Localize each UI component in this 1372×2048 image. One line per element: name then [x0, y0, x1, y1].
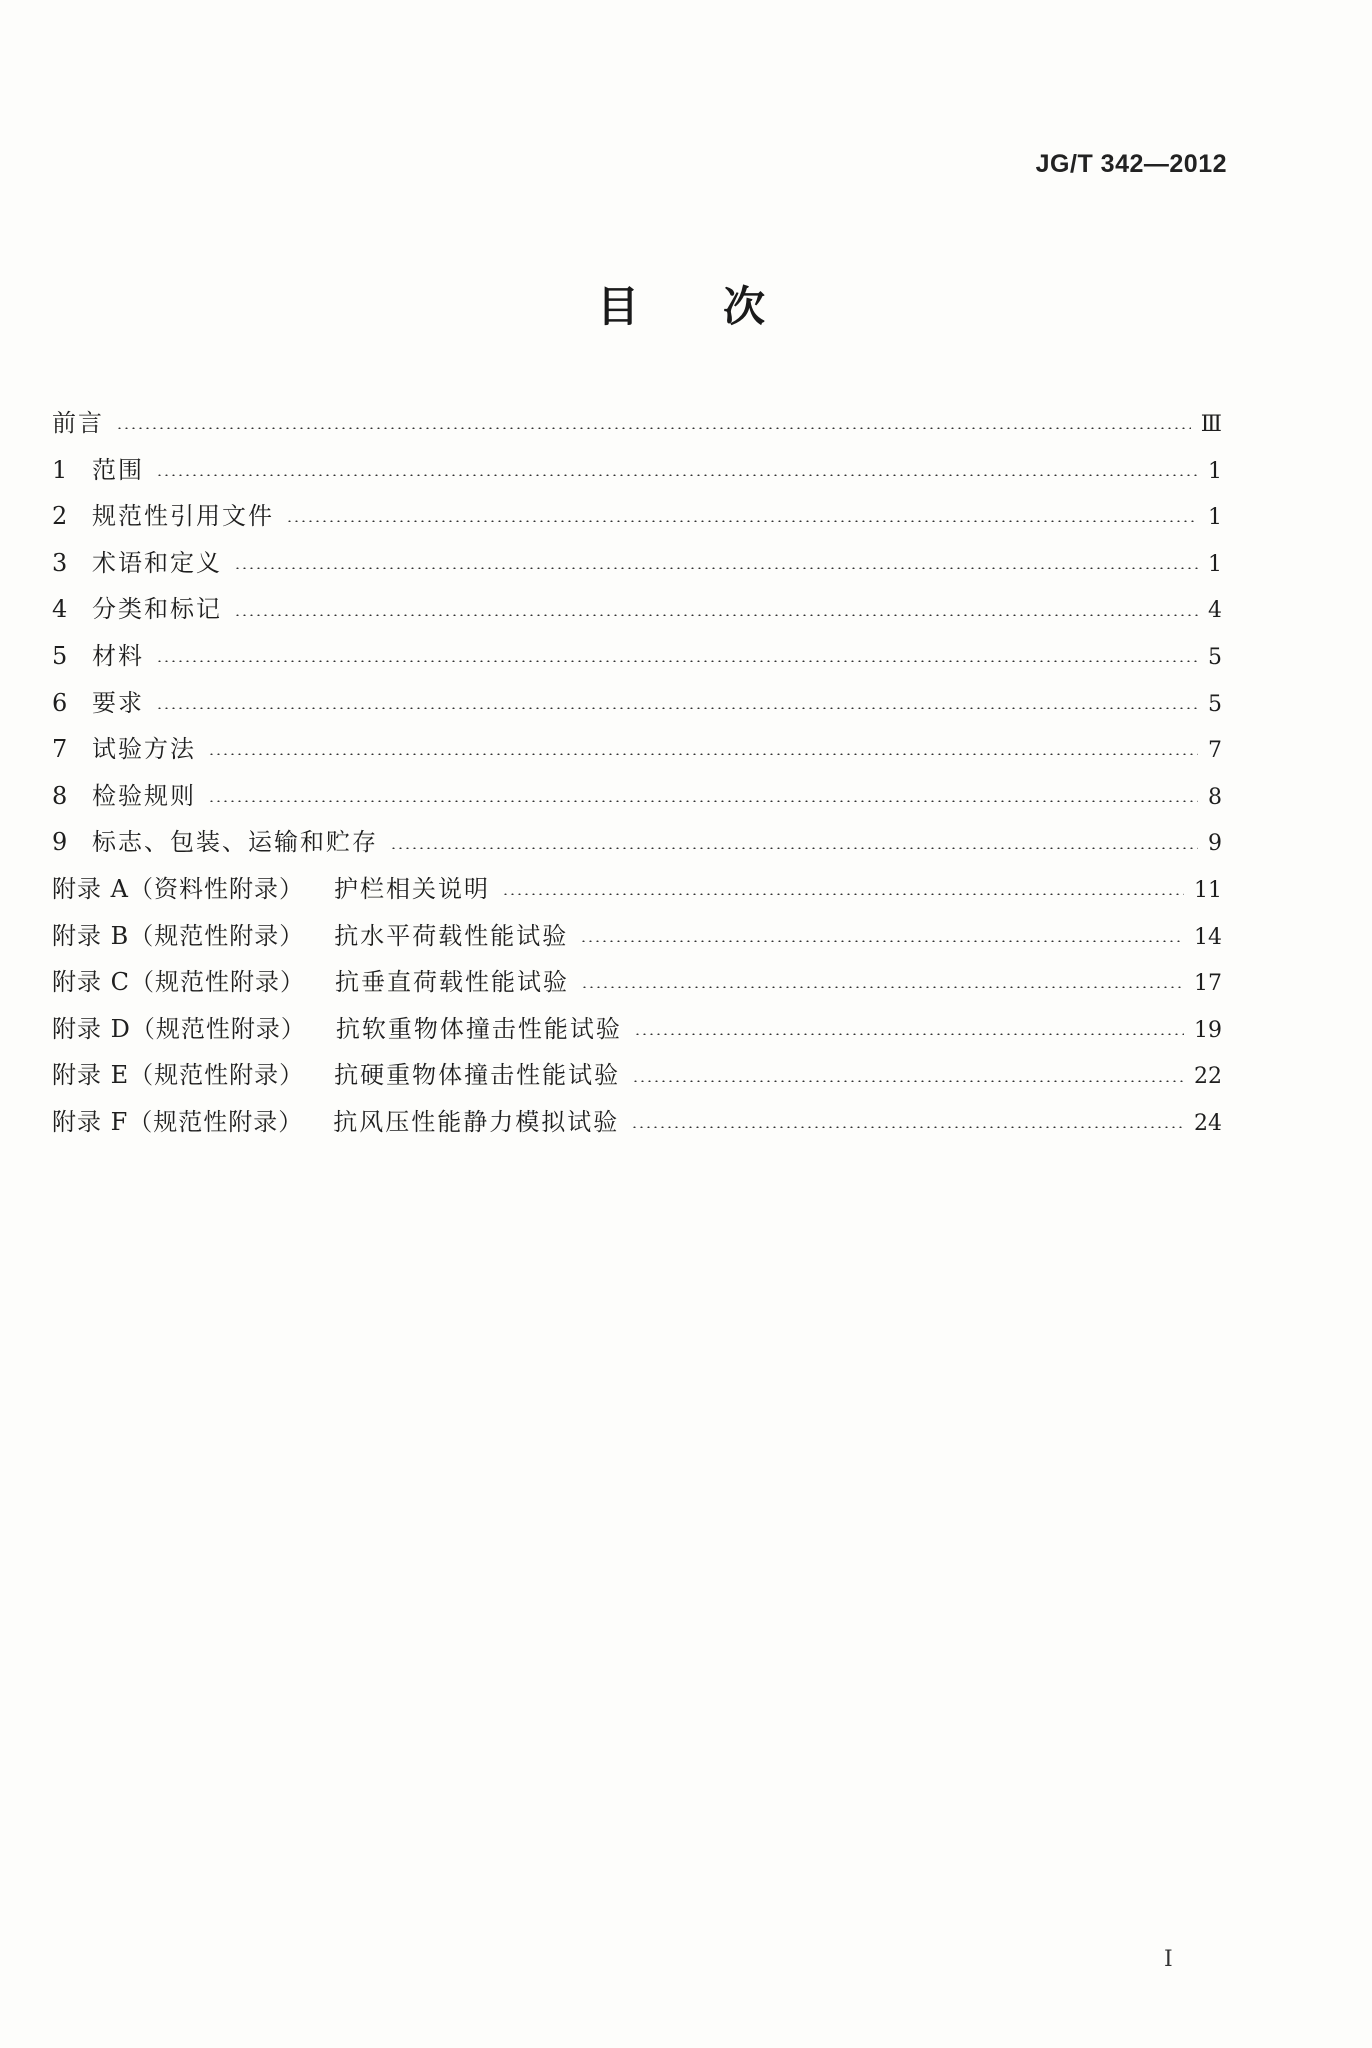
toc-entry-page: 5	[1208, 644, 1222, 670]
toc-entry-number: 8	[52, 781, 68, 810]
toc-entry-page: 7	[1208, 738, 1222, 764]
toc-entry-page: 24	[1194, 1110, 1222, 1136]
toc-entry-page: 14	[1194, 924, 1222, 950]
toc-dot-leader	[234, 614, 1198, 616]
toc-dot-leader	[580, 940, 1184, 942]
toc-dot-leader	[631, 1126, 1184, 1128]
toc-entry-page: 8	[1208, 784, 1222, 810]
toc-entry-page: 9	[1208, 831, 1222, 857]
toc-entry-label: 范围	[92, 455, 144, 484]
toc-dot-leader	[156, 474, 1198, 476]
toc-entry-label: 抗硬重物体撞击性能试验	[334, 1061, 621, 1090]
toc-entry-number: 4	[52, 595, 68, 624]
toc-entry[interactable]	[52, 540, 1222, 587]
toc-entry-annex-prefix: 附录 F（规范性附录）	[52, 1107, 304, 1136]
toc-entry-label: 抗垂直荷载性能试验	[335, 968, 569, 997]
toc-entry-label: 要求	[92, 688, 144, 717]
toc-entry[interactable]	[52, 913, 1222, 960]
toc-entry-number: 5	[52, 641, 68, 670]
table-of-contents	[52, 400, 1222, 1146]
toc-entry-label: 术语和定义	[92, 548, 222, 577]
toc-entry[interactable]	[52, 1052, 1222, 1099]
toc-entry[interactable]	[52, 1006, 1222, 1053]
toc-dot-leader	[634, 1033, 1184, 1035]
toc-dot-leader	[286, 520, 1198, 522]
toc-entry[interactable]	[52, 447, 1222, 494]
toc-entry-label: 护栏相关说明	[333, 874, 490, 903]
toc-entry[interactable]	[52, 866, 1222, 913]
toc-entry-label: 试验方法	[92, 735, 196, 764]
toc-entry[interactable]	[52, 773, 1222, 820]
toc-entry-label: 前言	[52, 409, 104, 437]
toc-entry-page: 11	[1194, 877, 1222, 903]
toc-entry-page: 19	[1194, 1017, 1222, 1043]
toc-dot-leader	[632, 1080, 1184, 1082]
toc-entry[interactable]	[52, 1099, 1222, 1146]
toc-entry-page: 4	[1208, 598, 1222, 624]
page-title: 目次	[596, 282, 849, 331]
toc-entry-page: 5	[1208, 691, 1222, 717]
toc-entry-annex-prefix: 附录 C（规范性附录）	[52, 968, 305, 997]
toc-entry-number: 1	[52, 455, 68, 484]
toc-entry-label: 标志、包装、运输和贮存	[92, 828, 378, 857]
toc-entry[interactable]	[52, 400, 1222, 447]
toc-entry-label: 分类和标记	[92, 595, 222, 624]
toc-entry-number: 6	[52, 688, 68, 717]
toc-entry-page: 1	[1208, 458, 1222, 484]
toc-entry-page: 1	[1208, 505, 1222, 531]
toc-dot-leader	[208, 753, 1198, 755]
toc-dot-leader	[208, 800, 1198, 802]
toc-entry-annex-prefix: 附录 B（规范性附录）	[52, 921, 305, 950]
toc-dot-leader	[156, 707, 1198, 709]
toc-entry-annex-prefix: 附录 E（规范性附录）	[52, 1061, 305, 1090]
toc-dot-leader	[581, 986, 1184, 988]
toc-entry-label: 材料	[92, 641, 144, 670]
toc-entry-label: 抗风压性能静力模拟试验	[333, 1107, 620, 1136]
toc-entry-page: 22	[1194, 1064, 1222, 1090]
toc-entry-number: 7	[52, 735, 68, 764]
toc-entry-annex-prefix: 附录 A（资料性附录）	[52, 874, 304, 903]
toc-entry-annex-prefix: 附录 D（规范性附录）	[52, 1014, 306, 1043]
toc-dot-leader	[502, 893, 1184, 895]
toc-dot-leader	[390, 847, 1198, 849]
toc-dot-leader	[116, 427, 1191, 429]
toc-dot-leader	[156, 660, 1198, 662]
toc-entry[interactable]	[52, 493, 1222, 540]
toc-entry[interactable]	[52, 819, 1222, 866]
page-number: I	[1164, 1947, 1173, 1972]
toc-entry[interactable]	[52, 726, 1222, 773]
toc-entry-label: 检验规则	[92, 781, 196, 810]
toc-entry-number: 2	[52, 502, 68, 531]
toc-entry-page: 1	[1208, 551, 1222, 577]
toc-entry-number: 3	[52, 548, 68, 577]
toc-entry-number: 9	[52, 828, 68, 857]
toc-entry-label: 规范性引用文件	[92, 502, 274, 531]
toc-entry-page: Ⅲ	[1200, 412, 1222, 437]
toc-entry[interactable]	[52, 633, 1222, 680]
toc-entry[interactable]	[52, 680, 1222, 727]
toc-entry[interactable]	[52, 959, 1222, 1006]
toc-entry-label: 抗软重物体撞击性能试验	[335, 1014, 622, 1043]
toc-entry-page: 17	[1194, 971, 1222, 997]
toc-dot-leader	[234, 567, 1198, 569]
standard-code: JG/T 342—2012	[1035, 150, 1227, 178]
toc-entry[interactable]	[52, 586, 1222, 633]
toc-entry-label: 抗水平荷载性能试验	[334, 921, 569, 950]
